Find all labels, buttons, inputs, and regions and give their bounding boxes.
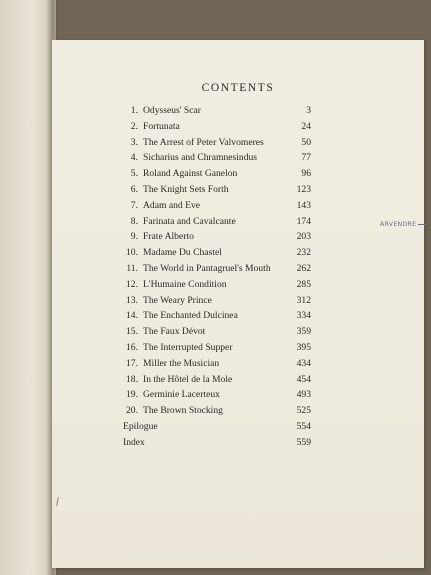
chapter-number: 19. <box>126 389 138 401</box>
chapter-number: 10. <box>126 247 138 259</box>
chapter-title: The Faux Dévot <box>143 326 206 338</box>
page-number: 77 <box>301 152 311 164</box>
chapter-number: 18. <box>126 373 138 385</box>
toc-entry <box>52 229 424 245</box>
chapter-number: 6. <box>130 183 138 195</box>
page-number: 203 <box>296 231 311 243</box>
toc-index <box>52 435 424 451</box>
page-number: 143 <box>296 199 311 211</box>
page-number: 493 <box>296 389 311 401</box>
chapter-number: 5. <box>130 168 138 180</box>
page-number: 285 <box>296 278 311 290</box>
toc-entry <box>52 261 424 277</box>
chapter-number: 20. <box>126 405 138 417</box>
page-number: 554 <box>296 420 311 432</box>
chapter-number: 17. <box>126 357 138 369</box>
chapter-number: 16. <box>126 341 138 353</box>
page-number: 123 <box>296 183 311 195</box>
toc-entry <box>52 387 424 403</box>
chapter-title: Roland Against Ganelon <box>143 168 238 180</box>
chapter-title: Miller the Musician <box>143 357 220 369</box>
chapter-title: Adam and Eve <box>143 199 201 211</box>
toc-entry <box>52 135 424 151</box>
chapter-number: 9. <box>130 231 138 243</box>
chapter-number: 2. <box>130 120 138 132</box>
page-number: 232 <box>296 247 311 259</box>
chapter-title: Madame Du Chastel <box>143 247 222 259</box>
chapter-number: 12. <box>126 278 138 290</box>
page-number: 262 <box>296 262 311 274</box>
chapter-title: The Enchanted Dulcinea <box>143 310 238 322</box>
toc-entry <box>52 182 424 198</box>
chapter-title: In the Hôtel de la Mole <box>143 373 233 385</box>
table-of-contents <box>52 103 424 451</box>
chapter-title: Frate Alberto <box>143 231 194 243</box>
index-title: Index <box>123 436 145 448</box>
chapter-number: 7. <box>130 199 138 211</box>
toc-entry <box>52 198 424 214</box>
chapter-title: Farinata and Cavalcante <box>143 215 236 227</box>
toc-entry <box>52 372 424 388</box>
contents-heading: CONTENTS <box>201 82 275 94</box>
page-number: 559 <box>296 436 311 448</box>
page-number: 359 <box>296 326 311 338</box>
page-number: 525 <box>296 405 311 417</box>
chapter-title: Odysseus' Scar <box>143 105 201 116</box>
toc-entry <box>52 119 424 135</box>
chapter-title: The World in Pantagruel's Mouth <box>143 262 271 274</box>
chapter-number: 14. <box>126 310 138 322</box>
page-number: 174 <box>296 215 311 227</box>
toc-entry <box>52 103 424 119</box>
handwritten-margin-note: ARVENDRE <box>380 221 426 228</box>
chapter-title: The Brown Stocking <box>143 405 223 417</box>
chapter-number: 3. <box>130 136 138 148</box>
toc-entry <box>52 403 424 419</box>
chapter-number: 8. <box>130 215 138 227</box>
page-number: 334 <box>296 310 311 322</box>
toc-entry <box>52 324 424 340</box>
toc-entry <box>52 214 424 230</box>
toc-epilogue <box>52 419 424 435</box>
page-number: 454 <box>296 373 311 385</box>
toc-entry <box>52 293 424 309</box>
page-number: 395 <box>296 341 311 353</box>
book-page <box>52 40 424 568</box>
chapter-number: 13. <box>126 294 138 306</box>
chapter-title: The Weary Prince <box>143 294 212 306</box>
chapter-title: The Interrupted Supper <box>143 341 233 353</box>
chapter-title: Fortunata <box>143 120 180 132</box>
page-number: 3 <box>306 105 311 116</box>
chapter-number: 1. <box>130 105 138 116</box>
page-number: 434 <box>296 357 311 369</box>
chapter-title: Germinie Lacerteux <box>143 389 220 401</box>
chapter-title: L'Humaine Condition <box>143 278 227 290</box>
page-number: 50 <box>301 136 311 148</box>
chapter-number: 11. <box>126 262 138 274</box>
page-number: 312 <box>296 294 311 306</box>
chapter-title: The Knight Sets Forth <box>143 183 229 195</box>
chapter-title: Sicharius and Chramnesindus <box>143 152 258 164</box>
chapter-title: The Arrest of Peter Valvomeres <box>143 136 264 148</box>
toc-entry <box>52 245 424 261</box>
toc-entry <box>52 340 424 356</box>
chapter-number: 4. <box>130 152 138 164</box>
page-number: 96 <box>301 168 311 180</box>
toc-entry <box>52 150 424 166</box>
epilogue-title: Epilogue <box>123 420 158 432</box>
toc-entry <box>52 166 424 182</box>
page-number: 24 <box>301 120 311 132</box>
toc-entry <box>52 308 424 324</box>
toc-entry <box>52 277 424 293</box>
chapter-number: 15. <box>126 326 138 338</box>
toc-entry <box>52 356 424 372</box>
